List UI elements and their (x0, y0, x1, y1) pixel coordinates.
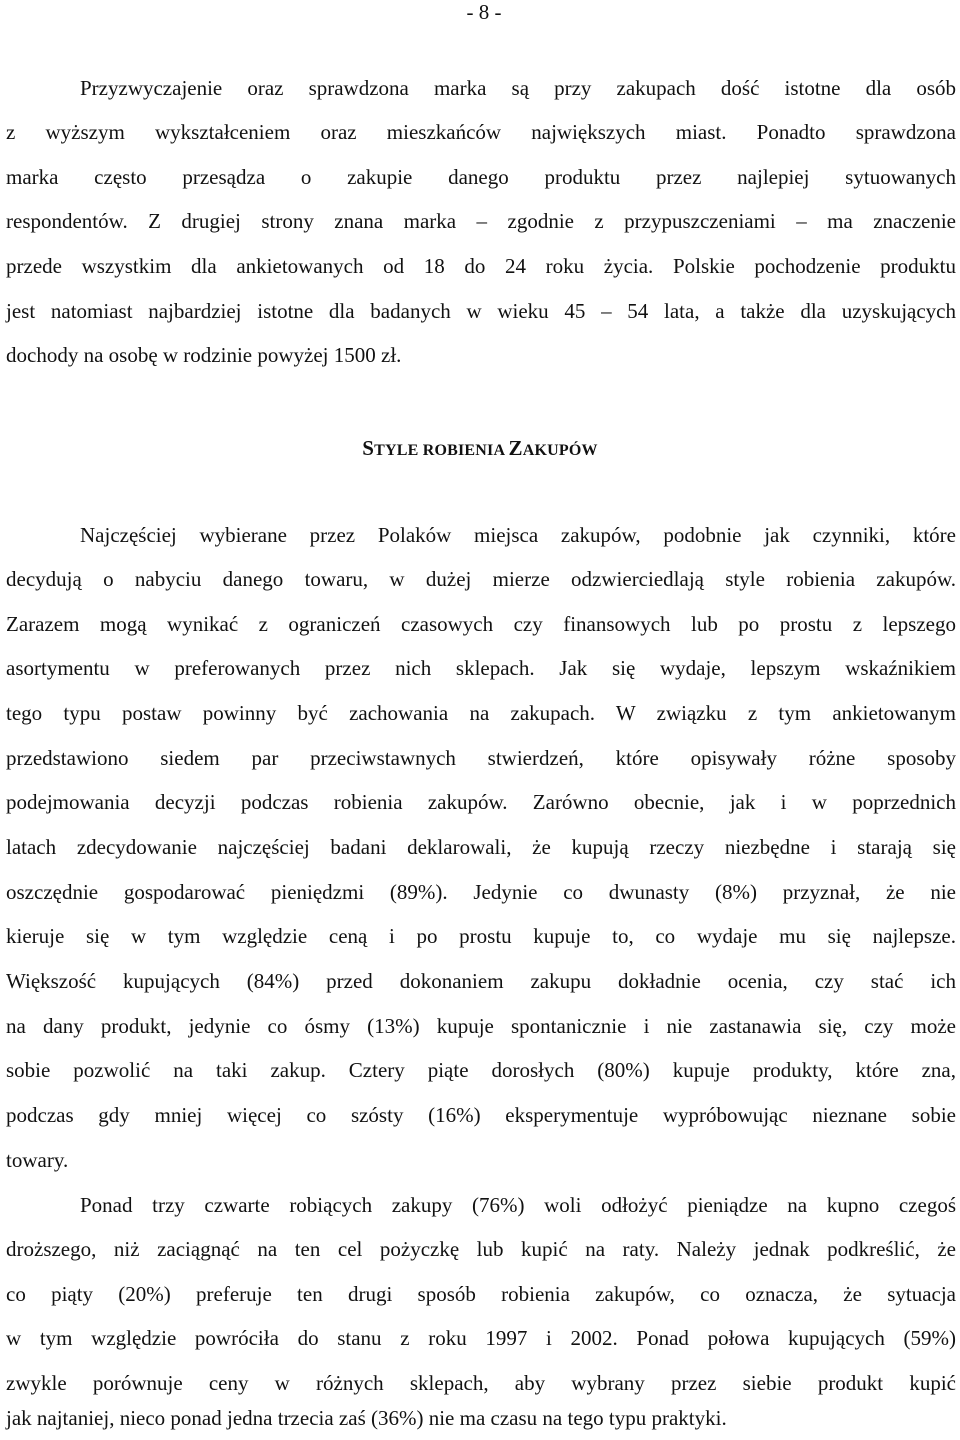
paragraph-2-line: decydują o nabyciu danego towaru, w dużej mierze odzwierciedlają style robienia zakupów. (6, 567, 956, 591)
paragraph-1-line: przede wszystkim dla ankietowanych od 18 do 24 roku życia. Polskie pochodzenie produktu (6, 254, 956, 278)
paragraph-2-line: Najczęściej wybierane przez Polaków miejsca zakupów, podobnie jak czynniki, które (80, 523, 956, 547)
paragraph-1-line: dochody na osobę w rodzinie powyżej 1500 zł. (6, 343, 402, 367)
paragraph-2-line: podczas gdy mniej więcej co szósty (16%) eksperymentuje wypróbowując nieznane sobie (6, 1103, 956, 1127)
paragraph-2-line: podejmowania decyzji podczas robienia zakupów. Zarówno obecnie, jak i w poprzednich (6, 790, 956, 814)
paragraph-2-line: sobie pozwolić na taki zakup. Cztery piąte dorosłych (80%) kupuje produkty, które zna, (6, 1058, 956, 1082)
paragraph-1-line: Przyzwyczajenie oraz sprawdzona marka są przy zakupach dość istotne dla osób (80, 76, 956, 100)
section-title: STYLE ROBIENIA ZAKUPÓW (362, 436, 598, 460)
paragraph-2-line: na dany produkt, jedynie co ósmy (13%) kupuje spontanicznie i nie zastanawia się, czy może (6, 1014, 956, 1038)
page-number: - 8 - (466, 0, 502, 24)
paragraph-3-line: w tym względzie powróciła do stanu z roku 1997 i 2002. Ponad połowa kupujących (59%) (6, 1326, 956, 1350)
paragraph-1-line: respondentów. Z drugiej strony znana marka – zgodnie z przypuszczeniami – ma znaczenie (6, 209, 956, 233)
paragraph-2-line: kieruje się w tym względzie ceną i po prostu kupuje to, co wydaje mu się najlepsze. (6, 924, 956, 948)
paragraph-2-line: Większość kupujących (84%) przed dokonaniem zakupu dokładnie ocenia, czy stać ich (6, 969, 956, 993)
paragraph-2-line: tego typu postaw powinny być zachowania na zakupach. W związku z tym ankietowanym (6, 701, 956, 725)
paragraph-2-line: towary. (6, 1148, 69, 1172)
paragraph-3-line: Ponad trzy czwarte robiących zakupy (76%) woli odłożyć pieniądze na kupno czegoś (80, 1193, 956, 1217)
paragraph-2-line: Zarazem mogą wynikać z ograniczeń czasowych czy finansowych lub po prostu z lepszego (6, 612, 956, 636)
paragraph-3-line: co piąty (20%) preferuje ten drugi sposób robienia zakupów, co oznacza, że sytuacja (6, 1282, 956, 1306)
paragraph-3-line: droższego, niż zaciągnąć na ten cel pożyczkę lub kupić na raty. Należy jednak podkreślić, że (6, 1237, 956, 1261)
paragraph-2-line: asortymentu w preferowanych przez nich sklepach. Jak się wydaje, lepszym wskaźnikiem (6, 656, 956, 680)
paragraph-1-line: marka często przesądza o zakupie danego produktu przez najlepiej sytuowanych (6, 165, 956, 189)
paragraph-1-line: jest natomiast najbardziej istotne dla badanych w wieku 45 – 54 lata, a także dla uzyskujących (6, 299, 956, 323)
paragraph-1-line: z wyższym wykształceniem oraz mieszkańców największych miast. Ponadto sprawdzona (6, 120, 956, 144)
paragraph-3-line: jak najtaniej, nieco ponad jedna trzecia zaś (36%) nie ma czasu na tego typu praktyki. (6, 1406, 727, 1430)
paragraph-3-line: zwykle porównuje ceny w różnych sklepach, aby wybrany przez siebie produkt kupić (6, 1371, 956, 1395)
paragraph-2-line: oszczędnie gospodarować pieniędzmi (89%). Jedynie co dwunasty (8%) przyznał, że nie (6, 880, 956, 904)
paragraph-2-line: latach zdecydowanie najczęściej badani deklarowali, że kupują rzeczy niezbędne i starają się (6, 835, 956, 859)
paragraph-2-line: przedstawiono siedem par przeciwstawnych stwierdzeń, które opisywały różne sposoby (6, 746, 956, 770)
